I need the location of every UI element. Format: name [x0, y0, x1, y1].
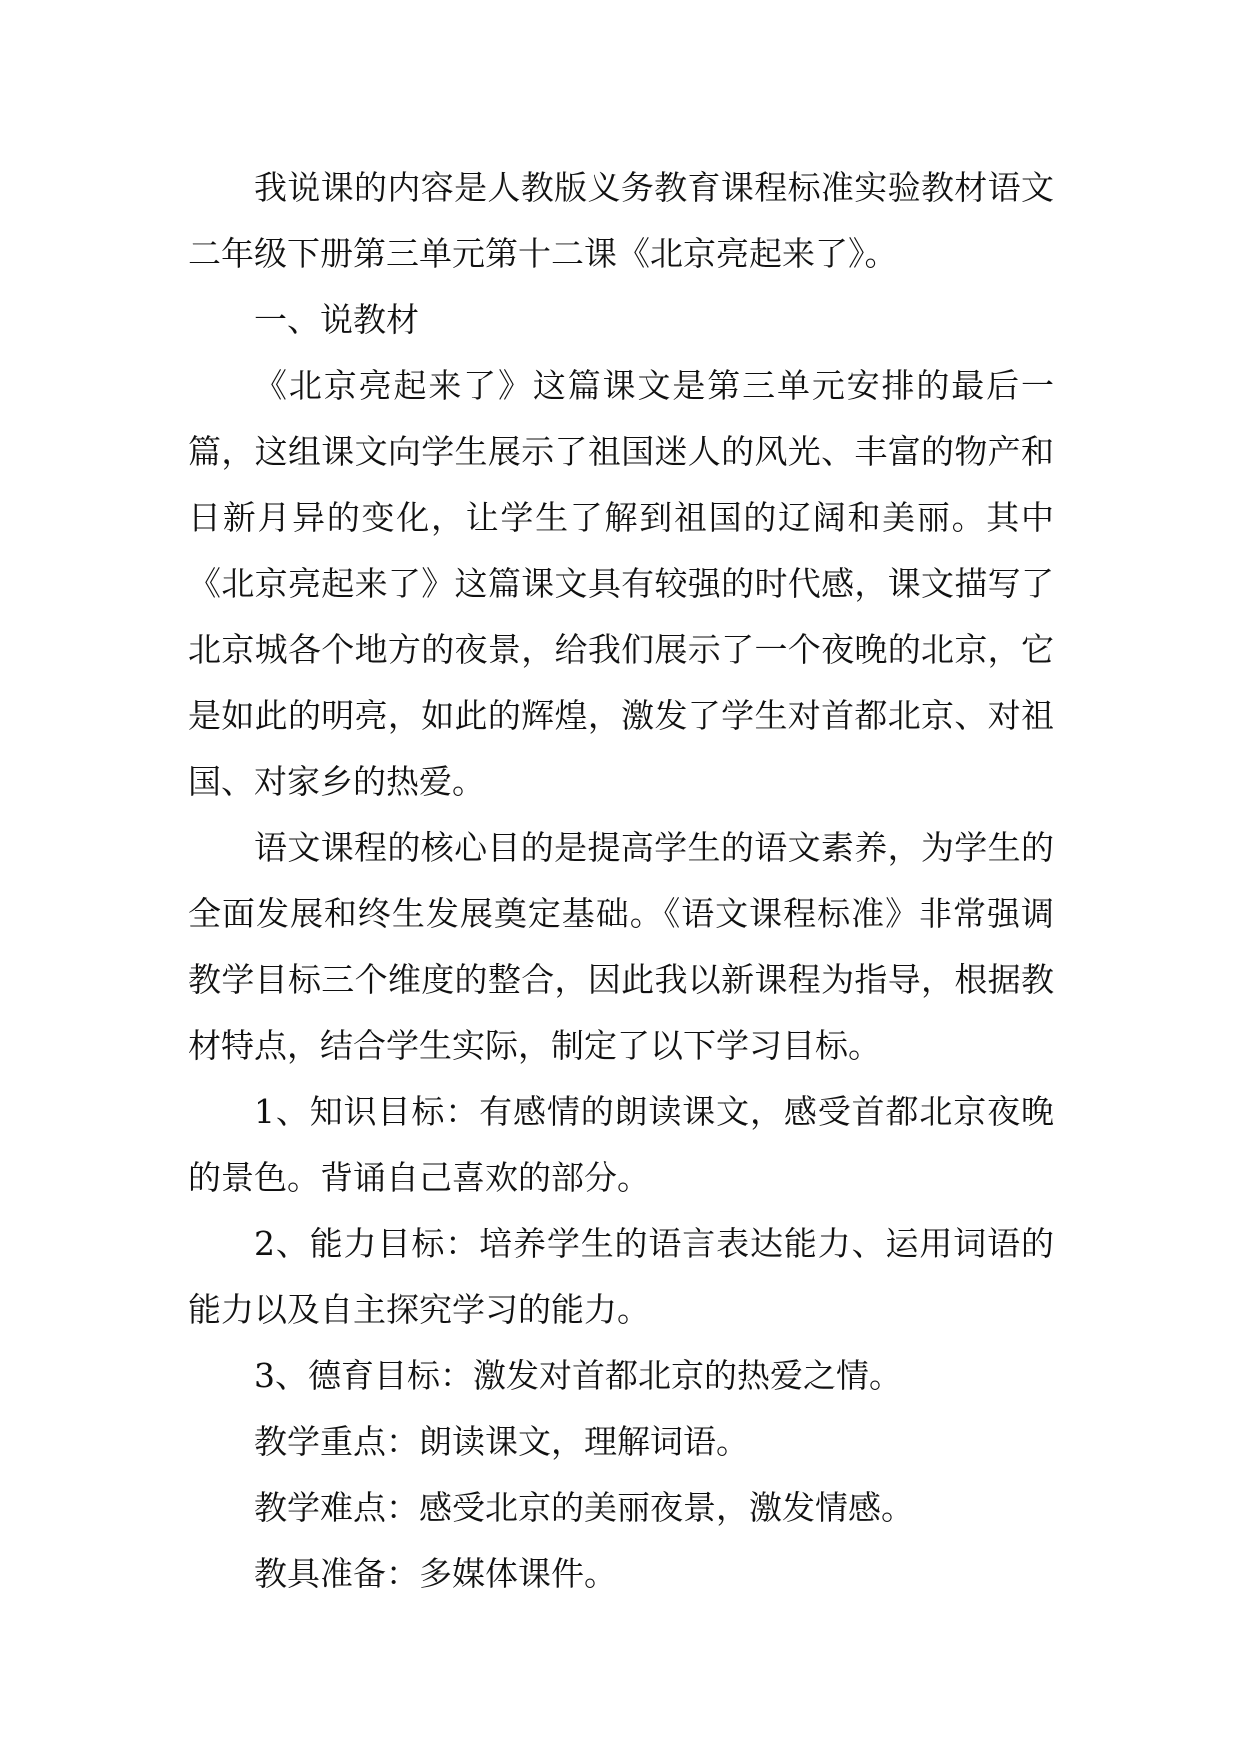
- teaching-key-points: 教学重点：朗读课文，理解词语。: [254, 1422, 749, 1461]
- teaching-difficulties: 教学难点：感受北京的美丽夜景，激发情感。: [254, 1488, 914, 1527]
- objective-moral: 3、德育目标：激发对首都北京的热爱之情。: [254, 1356, 902, 1395]
- document-body: [188, 155, 1054, 1607]
- teaching-aids: 教具准备：多媒体课件。: [254, 1554, 617, 1593]
- section-heading-textbook: 一、说教材: [254, 300, 419, 339]
- objective-ability: 2、能力目标：培养学生的语言表达能力、运用词语的能力以及自主探究学习的能力。: [188, 1224, 1054, 1329]
- objective-knowledge: 1、知识目标：有感情的朗读课文，感受首都北京夜晚的景色。背诵自己喜欢的部分。: [188, 1092, 1054, 1197]
- paragraph-intro: 我说课的内容是人教版义务教育课程标准实验教材语文二年级下册第三单元第十二课《北京亮起来了》。: [188, 168, 1054, 273]
- paragraph-curriculum-goals: 语文课程的核心目的是提高学生的语文素养，为学生的全面发展和终生发展奠定基础。《语文课程标准》非常强调教学目标三个维度的整合，因此我以新课程为指导，根据教材特点，结合学生实际，制定了以下学习目标。: [188, 828, 1054, 1065]
- paragraph-textbook-analysis: 《北京亮起来了》这篇课文是第三单元安排的最后一篇，这组课文向学生展示了祖国迷人的风光、丰富的物产和日新月异的变化，让学生了解到祖国的辽阔和美丽。其中《北京亮起来了》这篇课文具有较强的时代感，课文描写了北京城各个地方的夜景，给我们展示了一个夜晚的北京，它是如此的明亮，如此的辉煌，激发了学生对首都北京、对祖国、对家乡的热爱。: [188, 366, 1054, 801]
